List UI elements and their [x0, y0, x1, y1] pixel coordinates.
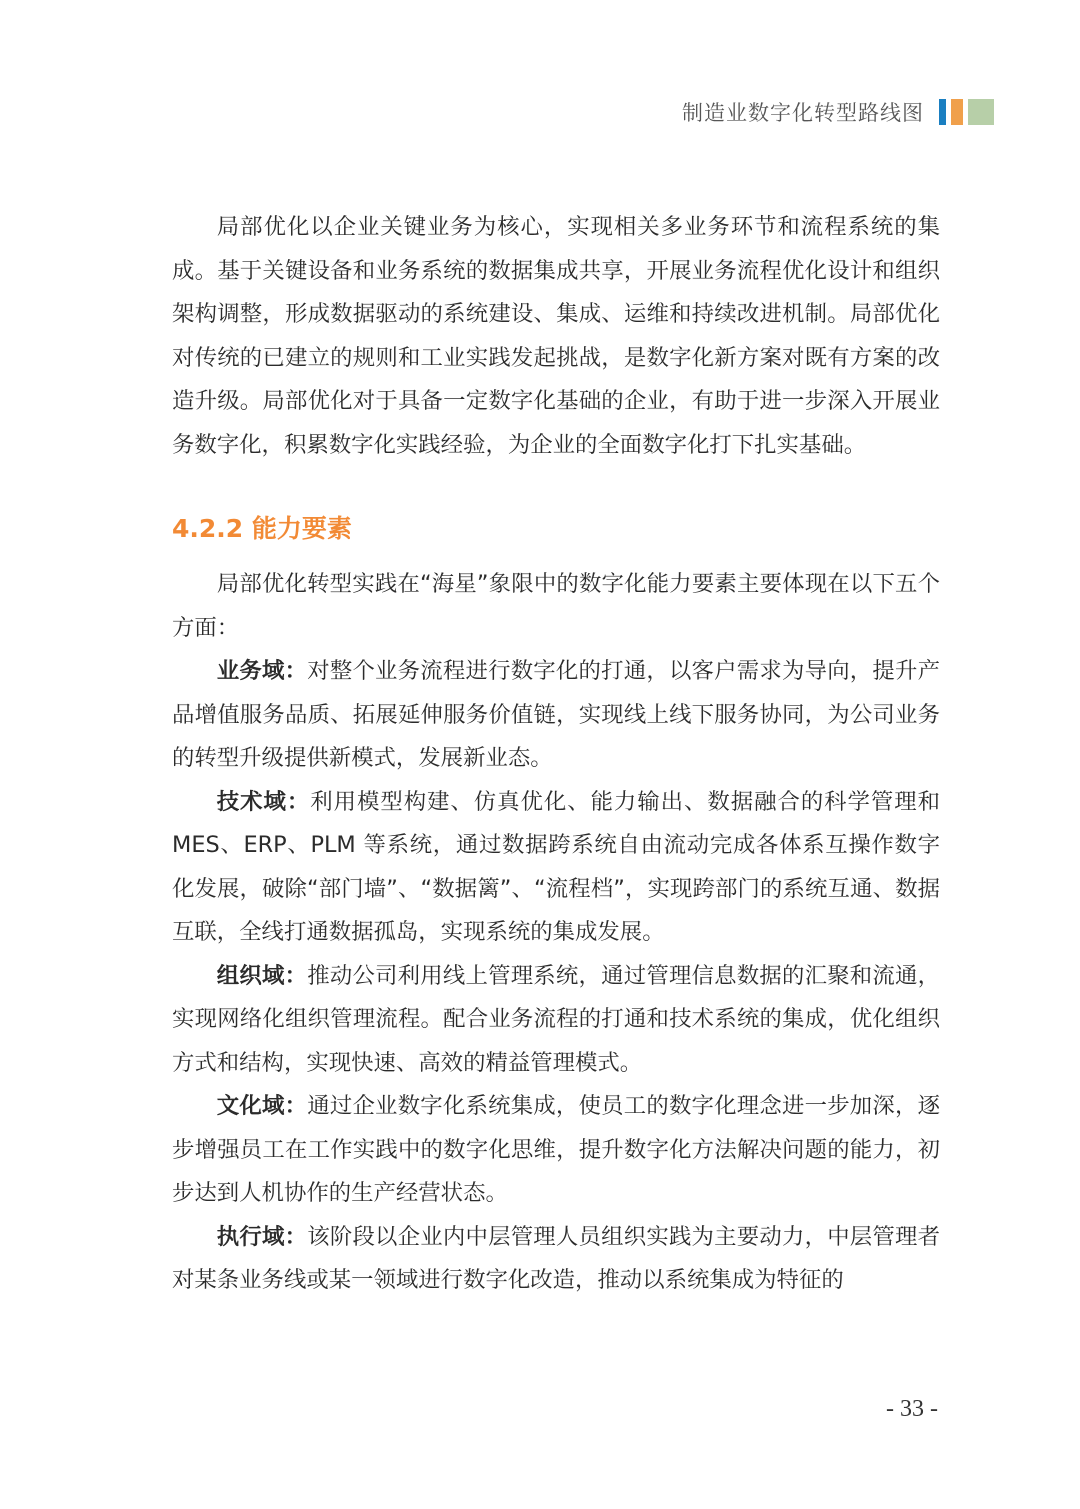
domain-paragraph-organization: [172, 955, 940, 1086]
domain-text: 通过企业数字化系统集成，使员工的数字化理念进一步加深，逐步增强员工在工作实践中的数字化思维，提升数字化方法解决问题的能力，初步达到人机协作的生产经营状态。: [172, 1093, 941, 1206]
domain-label: 业务域：: [216, 658, 308, 684]
domain-label: 执行域：: [216, 1223, 308, 1250]
page-body: [172, 206, 940, 1303]
section-heading: 4.2.2 能力要素: [172, 514, 352, 543]
domain-paragraph-culture: [172, 1085, 940, 1216]
domain-paragraph-business: [172, 650, 940, 781]
page-number: - 33 -: [886, 1396, 938, 1422]
book-title: 制造业数字化转型路线图: [682, 101, 924, 125]
domain-label: 组织域：: [216, 962, 308, 989]
domain-text: 对整个业务流程进行数字化的打通，以客户需求为导向，提升产品增值服务品质、拓展延伸服务价值链，实现线上线下服务协同，为公司业务的转型升级提供新模式，发展新业态。: [172, 658, 941, 771]
section-lead-paragraph: 局部优化转型实践在“海星”象限中的数字化能力要素主要体现在以下五个方面：: [172, 571, 940, 641]
header-color-bar-green: [968, 99, 994, 125]
domain-label: 文化域：: [216, 1093, 308, 1119]
domain-paragraph-execution: [172, 1216, 940, 1303]
running-header: [682, 92, 994, 132]
domain-paragraph-technology: [172, 781, 940, 955]
domain-text: 利用模型构建、仿真优化、能力输出、数据融合的科学管理和 MES、ERP、PLM 等系统，通过数据跨系统自由流动完成各体系互操作数字化发展，破除“部门墙”、“数据篱”、“流程档”，实现跨部门的系统互通、数据互联，全线打通数据孤岛，实现系统的集成发展。: [172, 788, 941, 945]
intro-paragraph: 局部优化以企业关键业务为核心，实现相关多业务环节和流程系统的集成。基于关键设备和业务系统的数据集成共享，开展业务流程优化设计和组织架构调整，形成数据驱动的系统建设、集成、运维和持续改进机制。局部优化对传统的已建立的规则和工业实践发起挑战，是数字化新方案对既有方案的改造升级。局部优化对于具备一定数字化基础的企业，有助于进一步深入开展业务数字化，积累数字化实践经验，为企业的全面数字化打下扎实基础。: [172, 214, 940, 458]
domain-label: 技术域：: [216, 788, 311, 815]
domain-text: 该阶段以企业内中层管理人员组织实践为主要动力，中层管理者对某条业务线或某一领域进行数字化改造，推动以系统集成为特征的: [172, 1223, 941, 1293]
domain-text: 推动公司利用线上管理系统，通过管理信息数据的汇聚和流通，实现网络化组织管理流程。配合业务流程的打通和技术系统的集成，优化组织方式和结构，实现快速、高效的精益管理模式。: [172, 962, 941, 1076]
header-color-bar-orange: [951, 99, 963, 125]
header-color-bar-blue: [939, 99, 946, 125]
